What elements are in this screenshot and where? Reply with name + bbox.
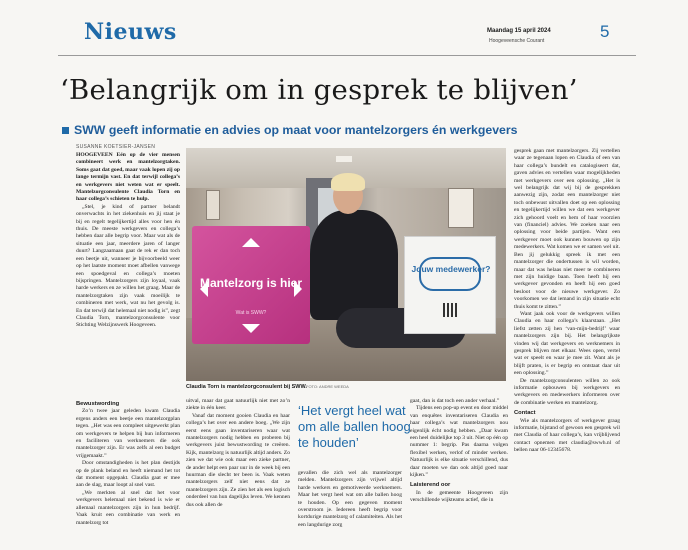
article-column-1b [76, 398, 180, 550]
article-column-2 [186, 398, 290, 550]
article-intro: HOOGEVEEN Eén op de vier mensen combineert werk en mantelzorgtaken. Soms gaat dat goed, maar vaak lopen zij op lange termijn vast. En dat terwijl collega’s en werkgevers niet weten wat er speelt. Mantelzorgconsulente Claudia Torn en haar collega’s schieten te hulp. [76, 152, 180, 203]
ceiling-light [336, 156, 352, 162]
article-paragraph: De mantelzorgconsulenten willen zo ook informatie opbouwen bij werkgevers en werkgevers en medewerkers informeren over de combinatie werken en mantelzorg. [514, 377, 620, 406]
page-number: 5 [600, 22, 610, 41]
article-paragraph: gaat, dan is dat toch een ander verhaal.” [410, 398, 500, 404]
photo-caption: Claudia Torn is mantelzorgconsulent bij SWW. [186, 384, 307, 390]
wall-frame [206, 190, 220, 220]
masthead [0, 0, 688, 55]
article-column-1 [76, 152, 180, 396]
photo-credit: FOTO: ANDRE WEEDA [306, 384, 349, 389]
issue-date: Maandag 15 april 2024 [487, 28, 551, 34]
wall-frame [448, 188, 474, 228]
mantelzorg-cube [192, 226, 310, 344]
cube-text: Mantelzorg is hier [199, 276, 303, 290]
intertitle-luisterend-oor: Laisterend oor [410, 482, 451, 489]
article-paragraph: gesprek gaan met mantelzorgers. Zij vertellen waar ze tegenaan lopen en Claudia of een van haar collega’s bundelt en catalogiseert dat, gaven advies en vertellen waar mogelijkheden met werkgevers over een oplossing. „Het is wel belangrijk dat wij bij de gesprekken aanwezig zijn, zodat een mantelzorger niet toch onbewust uitvallen doet op een oplossing en tegelijkertijd willen we dat een werkgever zich gehoord voelt en hem of haar voorzien van (financiel) advies. We zoeken naar een oplossing voor beide partijen. Want een werkgever moet ook kunnen bouwen op zijn medewerkers. Wat komen we er samen wel uit. Ben jij gelukkig spreek ik met een mantelzorger die ondertussen is wil worden, maar dat was helaas niet meer te combineren met zijn huidige baan. Toen heeft hij een werkgever gevonden en heeft hij een goed besloot voor de nieuwe werkgever. Zo voorkomen we dat iemand in zijn situatie echt thuis komt te zitten.” [514, 148, 620, 310]
person-hair [331, 173, 365, 191]
subhead-bullet-icon [62, 127, 69, 134]
article-paragraph: „We merkten al snel dat het voor werkgevers helemaal niet bekend is wie er allemaal mantelzorgers zijn in hun bedrijf. Vaak kruit een combinatie van werk en mantelzorg tot [76, 489, 180, 526]
triangle-up-icon [242, 238, 260, 247]
article-subhead: SWW geeft informatie en advies op maat voor mantelzorgers én werkgevers [74, 123, 518, 137]
triangle-down-icon [242, 324, 260, 333]
article-column-5 [514, 148, 620, 550]
article-paragraph: Vanaf dat moment gooien Claudia en haar collega’s het over een andere boeg. „We zijn eerst eens gaan inventariseren waar wat mantelzorgers nodig hebben en proberen bij werkgevers juist bewustwording te creëren. Kijk, mantelzorg is natuurlijk altijd anders. Zo zien we dat wie ook maar een zieke partner, de ander helpt een paar uur in de week bij een huurman die slecht ter been is. Vaak weten mantelzorgers zelf niet eens dat ze mantelzorgers zijn. Ze zien het als een logisch onderdeel van hun dagelijks leven. We kennen dus ook allen de [186, 412, 290, 508]
masthead-divider [58, 55, 636, 56]
pull-quote: ‘Het vergt heel wat om alle ballen hoog te houden’ [298, 403, 411, 450]
newspaper-name: Hoogeveensche Courant [489, 38, 545, 44]
section-title: Nieuws [84, 19, 177, 45]
article-paragraph: Tijdens een pop-up event en door middel van enquêtes inventariseren Claudia en haar collega’s wat mantelzorgers nou eigenlijk écht nodig hebben. „Daar kwam een heel duidelijke top 3 uit. Niet op één op nummer 1: begrip. Pas daarna volgen flexibel werken, verlof of minder werken. Natuurlijk is elke situatie verschillend, dus daar moeten we dan ook altijd goed naar kijken.” [410, 405, 508, 479]
article-paragraph: gevallen die zich wel als mantelzorger melden. Mantelzorgers zijn vrijwel altijd harde werkers en gemotiveerde werknemers. Maar het vergt heel wat om alle ballen hoog te houden. Op een gegeven moment overstroom je. Iedereen heeft begrip voor kortdurige mantelzorg of calamiteiten. Als het een langdurige zorg [298, 470, 402, 528]
qr-code-icon [443, 303, 457, 317]
article-column-3 [298, 470, 402, 550]
article-photo [186, 148, 506, 381]
article-paragraph: Door omstandigheden is het plan destijds op de plank beland en heeft niemand het tot dat moment opgepakt. Claudia gaat er mee aan de slag, maar loopt al snel vast. [76, 460, 180, 489]
cube-small-text: Wat is SWW? [235, 310, 267, 316]
sign-text: Jouw medewerker? [411, 264, 491, 274]
intertitle-bewustwording: Bewustwording [76, 401, 120, 407]
person-body [310, 210, 398, 320]
article-headline: ‘Belangrijk om in gesprek te blijven’ [60, 74, 578, 106]
article-paragraph: Wie als mantelzorgers of werkgever graag informatie, bijstand of gewoon een gesprek wil met Claudia of haar collega’s, kan vrijblijvend contact opnemen met claudia@swwh.nl of bellen naar 06-12345678. [514, 417, 620, 454]
article-paragraph: In de gemeente Hoogeveen zijn verschillende wijkteams actief, die in [410, 489, 508, 504]
article-paragraph: Want jaak ook voor de werkgevers willen Claudia en haar collega’s klaarstaan. „Het liefst zetten zij hen ‘van-mijn-bedrijf’ waar mantelzorgers zijn bij. Het belangrijkste vinden wij dat werkgevers en werknemers in gesprek blijven met elkaar. Wees open, vertel wat er speelt en waar je mee zit. Want als je blijft praten, is er begrip en ontstaat daar uit een oplossing.” [514, 310, 620, 377]
sign-box [404, 236, 496, 334]
speech-bubble-icon [419, 257, 481, 291]
article-paragraph: uitval, maar dat gaat natuurlijk niet met zo’n ziekte in één keer. [186, 398, 290, 412]
article-column-4 [410, 398, 508, 550]
intertitle-contact: Contact [514, 410, 536, 417]
article-byline: SUSANNE KOETSIER-JANSEN [76, 144, 156, 150]
article-paragraph: „Stel, je kind of partner belandt onverwachts in het ziekenhuis en jij staat je bij en regelt tegelijkertijd alles voor hen én thuis. De meeste werkgevers en collega’s hebben daar alle begrip voor. Maar wat als de situatie een jaar, meerdere jaren of langer duurt? Langzaamaan gaat de rek er dan toch een beetje uit, wanneer je bijvoorbeeld weer op het laatste moment moet afbellen vanwege een spoedgeval en collega’s moeten bijspringen. Mantelzorgers zijn loyaal, vaak harde werkers en ze willen het graag. Maar de mantelzorgtaken zijn vaak moeilijk te combineren met werk, wat nu het gevolg is. En dat terwijl dat helemaal niet nodig is”, zegt Claudia Torn, mantelzorgconsulente voor Stichting Welzijnswerk Hoogeveen. [76, 203, 180, 329]
article-paragraph: Zo’n twee jaar geleden kwam Claudia ergens anders een beetje een mantelzorgplan tegen. „Het was een compleet uitgewerkt plan om werkgevers te helpen bij hun informeren en faciliteren van werknemers die ook mantelzorger zijn. Er was zelfs al een budget vrijgemaakt.” [76, 408, 180, 459]
